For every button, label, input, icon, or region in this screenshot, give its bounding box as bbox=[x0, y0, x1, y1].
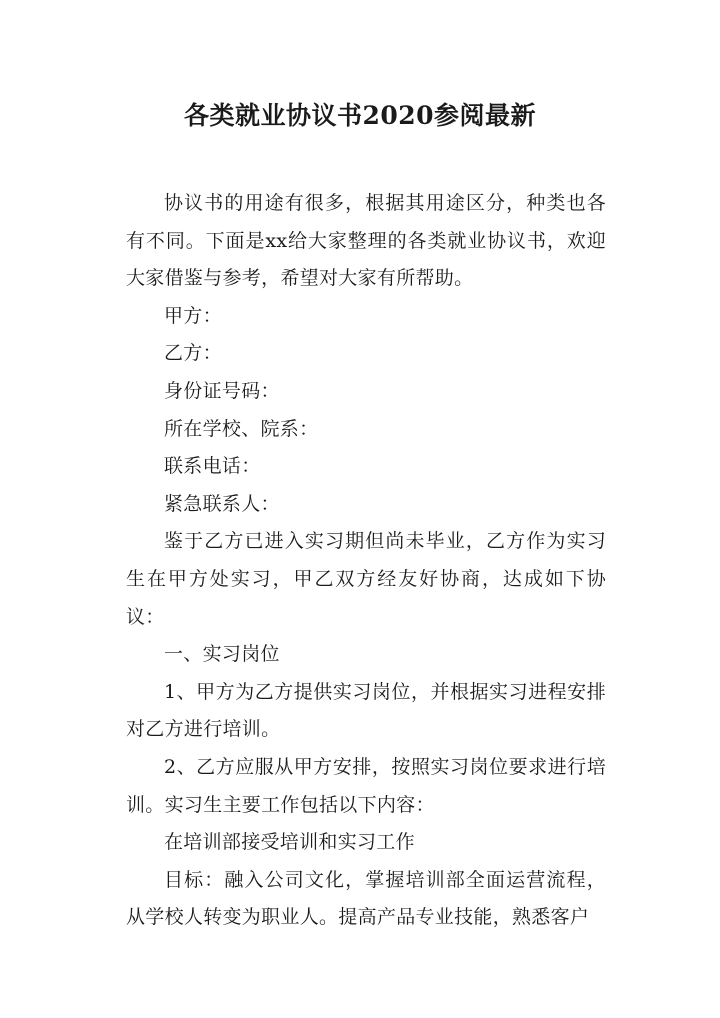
school-department-field: 所在学校、院系： bbox=[164, 417, 319, 440]
emergency-contact-field: 紧急联系人： bbox=[164, 492, 280, 515]
training-department-line: 在培训部接受培训和实习工作 bbox=[164, 831, 415, 854]
phone-field: 联系电话： bbox=[164, 455, 261, 478]
id-number-field: 身份证号码： bbox=[164, 379, 280, 402]
clause-2: 2、乙方应服从甲方安排，按照实习岗位要求进行培训。实习生主要工作包括以下内容： bbox=[126, 755, 606, 816]
section-heading-internship-position: 一、实习岗位 bbox=[164, 643, 280, 666]
party-b-field: 乙方： bbox=[164, 342, 222, 365]
party-a-field: 甲方： bbox=[164, 304, 222, 327]
intro-paragraph: 协议书的用途有很多，根据其用途区分，种类也各有不同。下面是xx给大家整理的各类就业协议书，欢迎大家借鉴与参考，希望对大家有所帮助。 bbox=[126, 192, 606, 290]
agreement-preamble: 鉴于乙方已进入实习期但尚未毕业，乙方作为实习生在甲方处实习，甲乙双方经友好协商，达成如下协议： bbox=[126, 530, 606, 628]
document-title: 各类就业协议书2020参阅最新 bbox=[183, 101, 537, 130]
objective-paragraph: 目标：融入公司文化，掌握培训部全面运营流程，从学校人转变为职业人。提高产品专业技能，熟悉客户 bbox=[126, 868, 606, 929]
document-body bbox=[126, 185, 606, 937]
clause-1: 1、甲方为乙方提供实习岗位，并根据实习进程安排对乙方进行培训。 bbox=[126, 680, 606, 741]
